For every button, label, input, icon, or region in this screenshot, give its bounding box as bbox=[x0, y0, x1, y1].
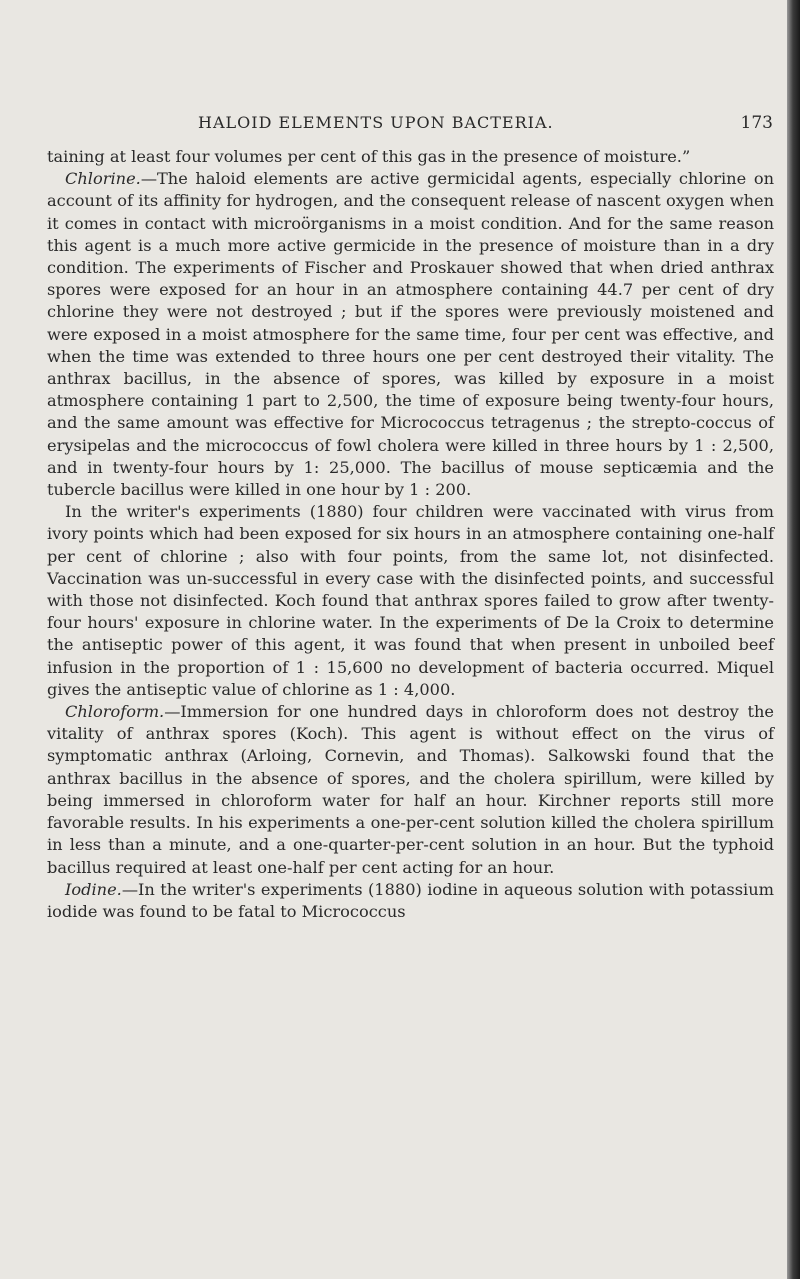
paragraph-text: —Immersion for one hundred days in chloroform does not destroy the vitality of anthrax spores (Koch). This agent is without effect on the virus of symptomatic anthrax (Arloing, Cornevin, and Thomas). Salkowski found that the anthrax bacillus in the absence of spores, and the cholera spirillum, were killed by being immersed in chloroform water for half an hour. Kirchner reports still more favorable results. In his experiments a one-per-cent solution killed the cholera spirillum in less than a minute, and a one-quarter-per-cent solution in an hour. But the typhoid bacillus required at least one-half per cent acting for an hour. bbox=[47, 702, 774, 877]
book-edge-shadow bbox=[787, 0, 800, 1279]
paragraph-chloroform bbox=[47, 701, 774, 879]
paragraph-chlorine bbox=[47, 168, 774, 501]
paragraph-text: —In the writer's experiments (1880) iodine in aqueous solution with potassium iodide was found to be fatal to Micrococcus bbox=[47, 879, 774, 921]
paragraph-text: taining at least four volumes per cent of this gas in the presence of moisture.” bbox=[47, 147, 691, 166]
paragraph-writer-experiments bbox=[47, 501, 774, 701]
page-number: 173 bbox=[740, 113, 773, 133]
section-run-in-heading: Chloroform. bbox=[65, 702, 165, 722]
section-run-in-heading: Chlorine. bbox=[65, 169, 141, 189]
running-head: HALOID ELEMENTS UPON BACTERIA. bbox=[198, 113, 554, 132]
paragraph-continuation bbox=[47, 146, 774, 168]
page-header bbox=[88, 113, 773, 139]
section-run-in-heading: Iodine. bbox=[65, 879, 122, 899]
body-text bbox=[47, 146, 774, 923]
paragraph-text: In the writer's experiments (1880) four children were vaccinated with virus from ivory points which had been exposed for six hours in an atmosphere containing one-half per cent of chlorine ; also with four points, from the same lot, not disinfected. Vaccination was un-successful in every case with the disinfected points, and successful with those not disinfected. Koch found that anthrax spores failed to grow after twenty-four hours' exposure in chlorine water. In the experiments of De la Croix to determine the antiseptic power of this agent, it was found that when present in unboiled beef infusion in the proportion of 1 : 15,600 no development of bacteria occurred. Miquel gives the antiseptic value of chlorine as 1 : 4,000. bbox=[47, 502, 774, 699]
paragraph-iodine bbox=[47, 879, 774, 923]
paragraph-text: —The haloid elements are active germicidal agents, especially chlorine on account of its affinity for hydrogen, and the consequent release of nascent oxygen when it comes in contact with microörganisms in a moist condition. And for the same reason this agent is a much more active germicide in the presence of moisture than in a dry condition. The experiments of Fischer and Proskauer showed that when dried anthrax spores were exposed for an hour in an atmosphere containing 44.7 per cent of dry chlorine they were not destroyed ; but if the spores were previously moistened and were exposed in a moist atmosphere for the same time, four per cent was effective, and when the time was extended to three hours one per cent destroyed their vitality. The anthrax bacillus, in the absence of spores, was killed by exposure in a moist atmosphere containing 1 part to 2,500, the time of exposure being twenty-four hours, and the same amount was effective for Micrococcus tetragenus ; the strepto-coccus of erysipelas and the micrococcus of fowl cholera were killed in three hours by 1 : 2,500, and in twenty-four hours by 1: 25,000. The bacillus of mouse septicæmia and the tubercle bacillus were killed in one hour by 1 : 200. bbox=[47, 169, 774, 500]
